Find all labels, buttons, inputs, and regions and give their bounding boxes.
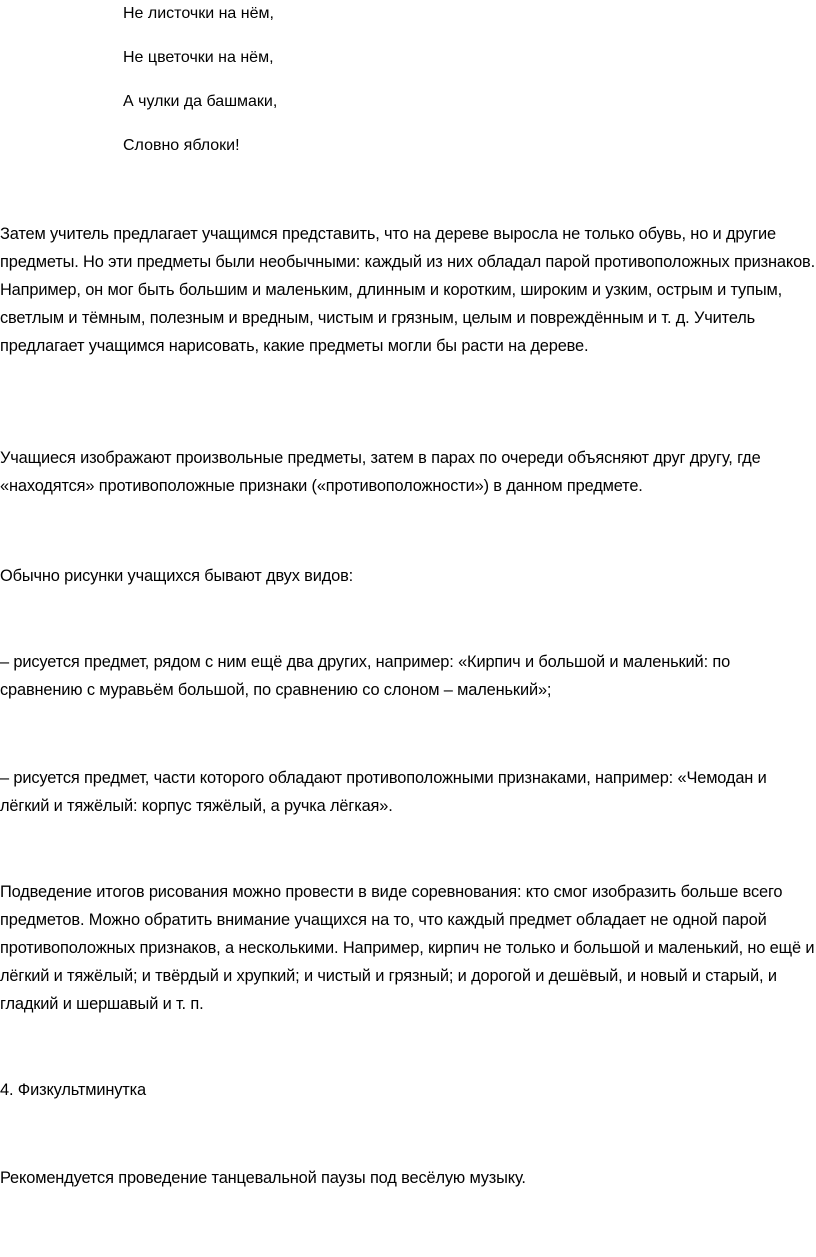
paragraph-type-two: – рисуется предмет, части которого обладают противоположными признаками, например: «Чемодан и лёгкий и тяжёлый: корпус тяжёлый, а ручка лёгкая». bbox=[0, 769, 767, 815]
paragraph-recommendation: Рекомендуется проведение танцевальной паузы под весёлую музыку. bbox=[0, 1169, 526, 1187]
poem-line-2: Не цветочки на нём, bbox=[123, 49, 274, 66]
paragraph-pair-explanation: Учащиеся изображают произвольные предметы, затем в парах по очереди объясняют друг другу, где «находятся» противоположные признаки («противоположности») в данном предмете. bbox=[0, 449, 761, 495]
paragraph-type-one: – рисуется предмет, рядом с ним ещё два других, например: «Кирпич и большой и маленький: по сравнению с муравьём большой, по сравнению со слоном – маленький»; bbox=[0, 653, 731, 699]
section-heading: 4. Физкультминутка bbox=[0, 1081, 146, 1099]
paragraph-drawing-types: Обычно рисунки учащихся бывают двух видов: bbox=[0, 567, 354, 585]
poem-line-4: Словно яблоки! bbox=[123, 137, 240, 154]
paragraph-drawing-task: Затем учитель предлагает учащимся представить, что на дереве выросла не только обувь, но и другие предметы. Но эти предметы были необычными: каждый из них обладал парой противоположных признаков. Например, он мог быть большим и маленьким, длинным и коротким, широким и узким, острым и тупым, светлым и тёмным, полезным и вредным, чистым и грязным, целым и повреждённым и т. д. Учитель предлагает учащимся нарисовать, какие предметы могли бы расти на дереве. bbox=[0, 225, 816, 355]
paragraph-summary: Подведение итогов рисования можно провести в виде соревнования: кто смог изобразить больше всего предметов. Можно обратить внимание учащихся на то, что каждый предмет обладает не одной парой противоположных признаков, а несколькими. Например, кирпич не только и большой и маленький, но ещё и лёгкий и тяжёлый; и твёрдый и хрупкий; и чистый и грязный; и дорогой и дешёвый, и новый и старый, и гладкий и шершавый и т. п. bbox=[0, 883, 815, 1013]
poem-line-1: Не листочки на нём, bbox=[123, 5, 274, 22]
poem-line-3: А чулки да башмаки, bbox=[123, 93, 278, 110]
